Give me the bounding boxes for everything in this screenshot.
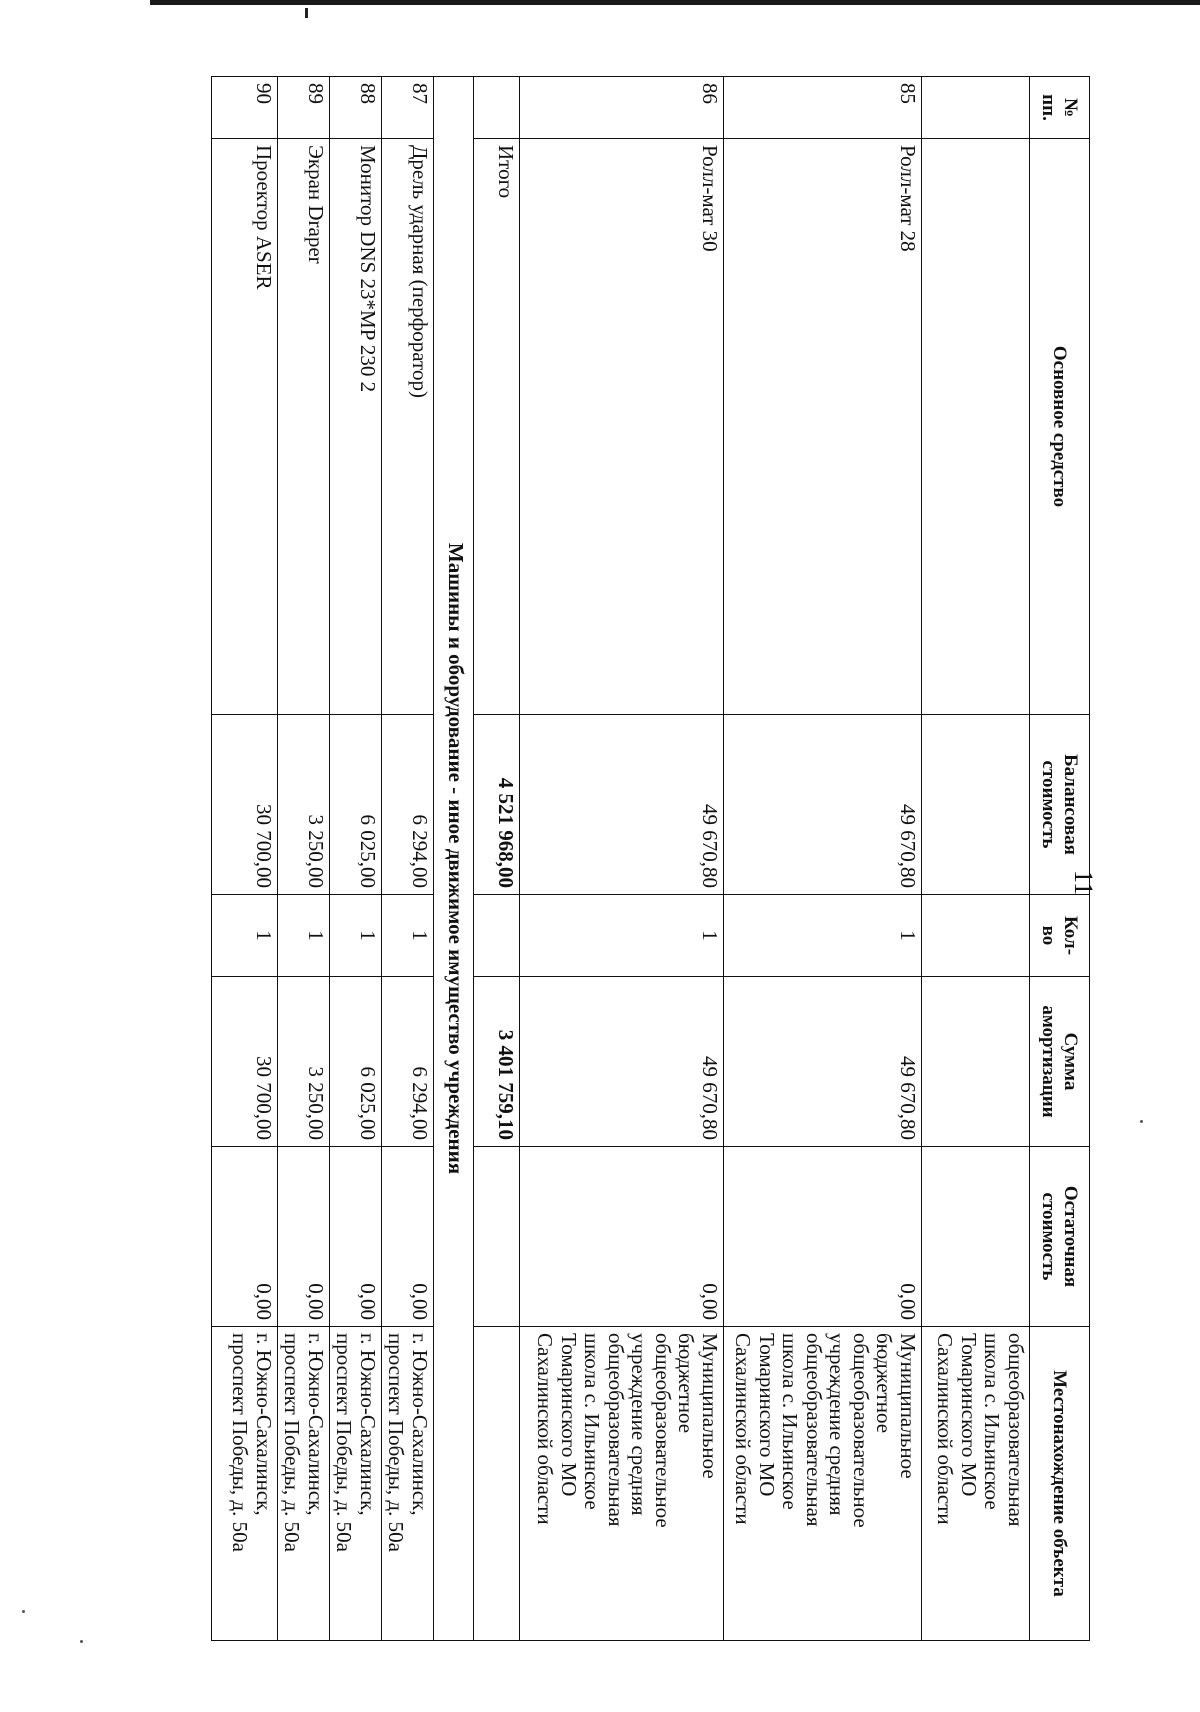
section-row	[434, 77, 474, 1641]
table-row-total	[474, 77, 520, 1641]
cell-empty	[922, 1147, 1030, 1327]
cell-qty: 1	[277, 895, 329, 977]
header-num: № пп.	[1030, 77, 1090, 139]
cell-amort: 30 700,00	[211, 977, 277, 1147]
cell-balance: 49 670,80	[520, 715, 724, 895]
cell-balance: 6 025,00	[329, 715, 381, 895]
cell-empty	[474, 895, 520, 977]
cell-qty: 1	[329, 895, 381, 977]
section-title: Машины и оборудование - иное движимое имущество учреждения	[434, 77, 474, 1641]
cell-location: г. Южно-Сахалинск, проспект Победы, д. 50а	[277, 1327, 329, 1641]
cell-location: общеобразовательная школа с. Ильинское Томаринского МО Сахалинской области	[922, 1327, 1030, 1641]
cell-balance: 6 294,00	[381, 715, 433, 895]
cell-asset: Монитор DNS 23*MP 230 2	[329, 139, 381, 715]
cell-residual: 0,00	[381, 1147, 433, 1327]
cell-asset: Экран Draper	[277, 139, 329, 715]
cell-balance: 49 670,80	[724, 715, 922, 895]
header-amort: Сумма амортизации	[1030, 977, 1090, 1147]
cell-residual: 0,00	[211, 1147, 277, 1327]
cell-residual: 0,00	[520, 1147, 724, 1327]
scan-speck	[1140, 1120, 1143, 1123]
cell-asset: Ролл-мат 28	[724, 139, 922, 715]
cell-asset: Дрель ударная (перфоратор)	[381, 139, 433, 715]
cell-asset: Ролл-мат 30	[520, 139, 724, 715]
cell-residual: 0,00	[329, 1147, 381, 1327]
cell-empty	[474, 1327, 520, 1641]
cell-amort: 49 670,80	[520, 977, 724, 1147]
cell-num: 88	[329, 77, 381, 139]
cell-location: Муниципальное бюджетное общеобразовательное учреждение средняя общеобразовательная школа с. Ильинское Томаринского МО Сахалинской области	[724, 1327, 922, 1641]
total-label: Итого	[474, 139, 520, 715]
total-amort: 3 401 759,10	[474, 977, 520, 1147]
header-row	[1030, 77, 1090, 1641]
cell-num: 86	[520, 77, 724, 139]
header-balance: Балансовая стоимость	[1030, 715, 1090, 895]
cell-empty	[922, 139, 1030, 715]
header-residual: Остаточная стоимость	[1030, 1147, 1090, 1327]
total-balance: 4 521 968,00	[474, 715, 520, 895]
cell-qty: 1	[520, 895, 724, 977]
table-row	[211, 77, 277, 1641]
cell-balance: 3 250,00	[277, 715, 329, 895]
table-row	[520, 77, 724, 1641]
cell-qty: 1	[724, 895, 922, 977]
cell-empty	[922, 895, 1030, 977]
cell-amort: 49 670,80	[724, 977, 922, 1147]
scan-speck	[22, 1610, 25, 1613]
table-row	[277, 77, 329, 1641]
header-qty: Кол- во	[1030, 895, 1090, 977]
cell-balance: 30 700,00	[211, 715, 277, 895]
cell-empty	[474, 1147, 520, 1327]
cell-empty	[922, 977, 1030, 1147]
table-row	[724, 77, 922, 1641]
cell-location: г. Южно-Сахалинск, проспект Победы, д. 50а	[381, 1327, 433, 1641]
scan-speck	[80, 1640, 83, 1643]
cell-num: 90	[211, 77, 277, 139]
scan-mark	[305, 8, 308, 18]
cell-num: 87	[381, 77, 433, 139]
cell-amort: 3 250,00	[277, 977, 329, 1147]
table-row	[381, 77, 433, 1641]
table-row-carry-over	[922, 77, 1030, 1641]
cell-num: 85	[724, 77, 922, 139]
cell-empty	[922, 715, 1030, 895]
table-row	[329, 77, 381, 1641]
cell-empty	[922, 77, 1030, 139]
cell-qty: 1	[211, 895, 277, 977]
header-location: Местонахождение объекта	[1030, 1327, 1090, 1641]
cell-location: Муниципальное бюджетное общеобразовательное учреждение средняя общеобразовательная школа с. Ильинское Томаринского МО Сахалинской области	[520, 1327, 724, 1641]
cell-empty	[474, 77, 520, 139]
scan-edge-line	[150, 0, 1200, 5]
cell-location: г. Южно-Сахалинск, проспект Победы, д. 50а	[211, 1327, 277, 1641]
assets-table	[211, 76, 1090, 1641]
cell-amort: 6 294,00	[381, 977, 433, 1147]
cell-location: г. Южно-Сахалинск, проспект Победы, д. 50а	[329, 1327, 381, 1641]
rotated-table-wrapper	[90, 76, 1090, 1640]
page-number: 11	[1069, 870, 1098, 896]
cell-asset: Проектор ASER	[211, 139, 277, 715]
header-asset: Основное средство	[1030, 139, 1090, 715]
cell-num: 89	[277, 77, 329, 139]
cell-residual: 0,00	[277, 1147, 329, 1327]
cell-residual: 0,00	[724, 1147, 922, 1327]
cell-amort: 6 025,00	[329, 977, 381, 1147]
cell-qty: 1	[381, 895, 433, 977]
